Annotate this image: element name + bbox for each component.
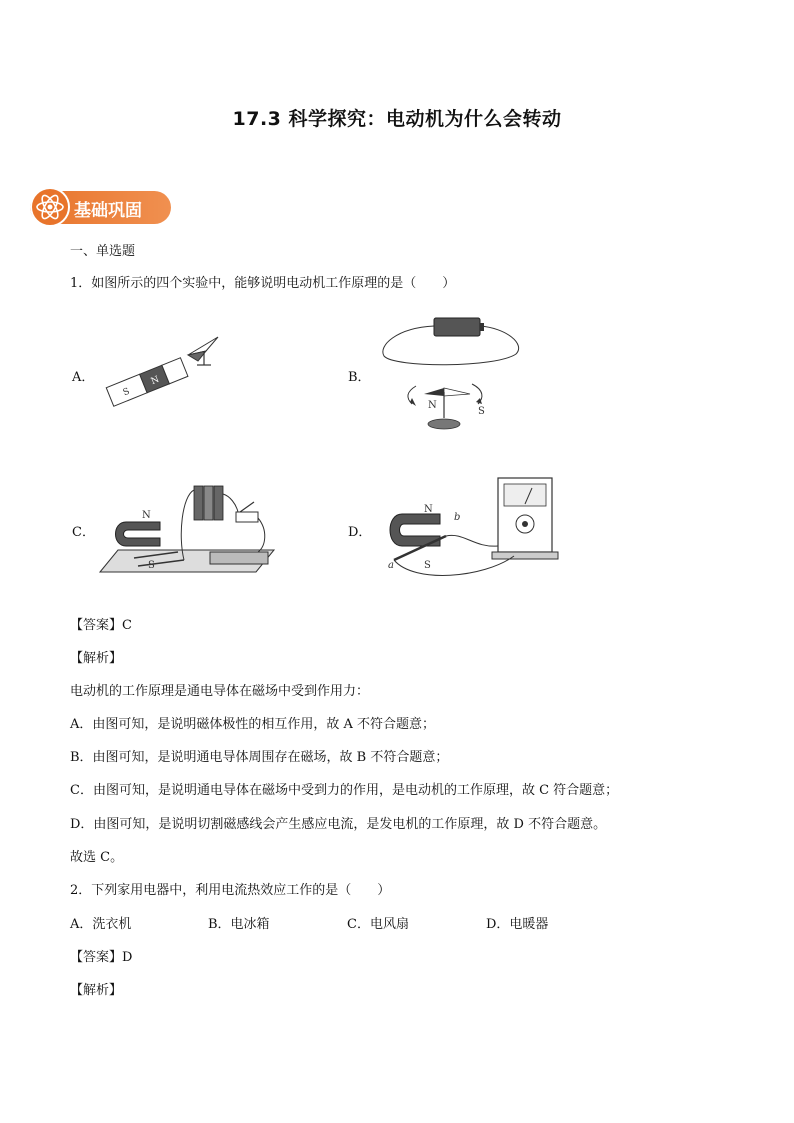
section-banner — [30, 187, 171, 227]
page-title: 17.3 科学探究：电动机为什么会转动 — [232, 108, 562, 130]
atom-icon — [30, 187, 70, 227]
question-1-analysis-line: 电动机的工作原理是通电导体在磁场中受到作用力： — [70, 684, 370, 699]
question-2-option: D．电暖器 — [486, 917, 549, 932]
figure-b-s-label: S — [478, 406, 485, 417]
question-1-analysis-line: D．由图可知，是说明切割磁感线会产生感应电流，是发电机的工作原理，故 D 不符合题意。 — [70, 817, 607, 832]
question-2-stem: 2．下列家用电器中，利用电流热效应工作的是（ ） — [70, 883, 391, 898]
option-d-label: D． — [348, 525, 372, 540]
figure-d-b-label: b — [454, 512, 461, 523]
question-2-analysis-heading: 【解析】 — [70, 983, 123, 998]
question-1-analysis-heading: 【解析】 — [70, 651, 123, 666]
figure-d-a-label: a — [388, 560, 394, 571]
question-1-stem: 1．如图所示的四个实验中，能够说明电动机工作原理的是（ ） — [70, 276, 456, 291]
option-b-label: B． — [348, 370, 371, 385]
figure-c-n-label: N — [142, 510, 151, 521]
figure-c-s-label: S — [148, 560, 155, 571]
question-2-option: B．电冰箱 — [208, 917, 270, 932]
question-1-analysis-line: C．由图可知，是说明通电导体在磁场中受到力的作用，是电动机的工作原理，故 C 符合题意； — [70, 783, 619, 798]
question-2-answer: 【答案】D — [70, 950, 133, 965]
banner-label: 基础巩固 — [74, 201, 142, 221]
question-1-analysis-line: 故选 C。 — [70, 850, 124, 865]
figure-d-s-label: S — [424, 560, 431, 571]
figure-b-n-label: N — [428, 400, 437, 411]
question-2-option: C．电风扇 — [347, 917, 409, 932]
figure-d-generator-principle — [374, 474, 564, 582]
figure-a-n-label: N — [149, 374, 161, 387]
figure-d-n-label: N — [424, 504, 433, 515]
question-1-analysis-line: A．由图可知，是说明磁体极性的相互作用，故 A 不符合题意； — [70, 717, 436, 732]
option-a-label: A． — [72, 370, 95, 385]
figure-a-bar-magnet — [100, 325, 230, 415]
figure-c-motor-principle — [98, 476, 278, 578]
figure-b-oersted — [376, 312, 526, 440]
question-1-analysis-line: B．由图可知，是说明通电导体周围存在磁场，故 B 不符合题意； — [70, 750, 449, 765]
question-1-answer: 【答案】C — [70, 618, 132, 633]
section-heading: 一、单选题 — [70, 244, 136, 259]
question-2-option: A．洗衣机 — [70, 917, 132, 932]
option-c-label: C． — [72, 525, 95, 540]
figure-a-s-label: S — [121, 386, 132, 399]
